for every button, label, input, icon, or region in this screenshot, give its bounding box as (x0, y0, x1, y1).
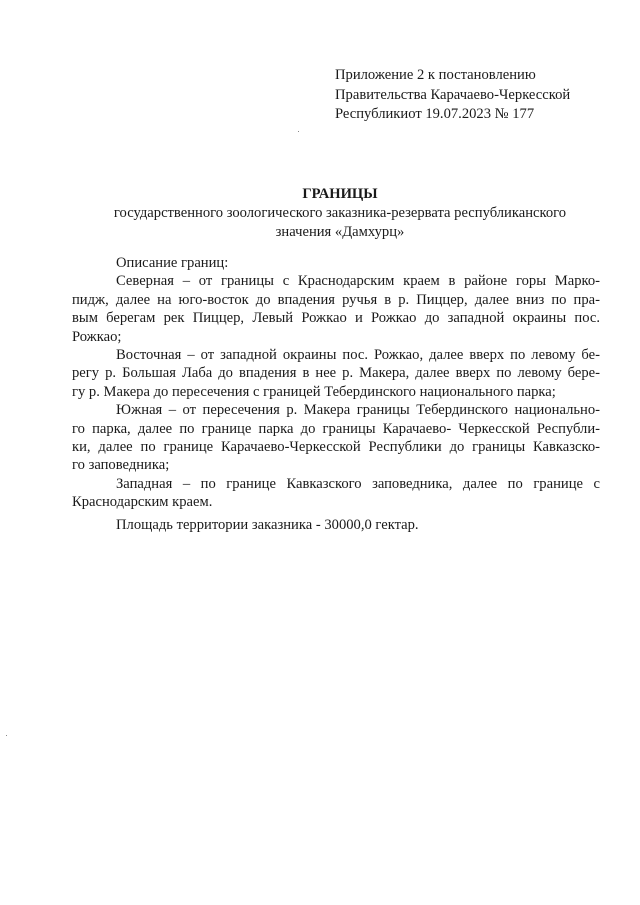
paragraph-south (72, 401, 600, 475)
paragraph-line: ки, далее по границе Карачаево-Черкесской Республики до границы Кавказско- (72, 439, 600, 456)
paragraph-line: Северная – от границы с Краснодарским краем в районе горы Марко- (116, 273, 600, 290)
document-title: ГРАНИЦЫ (302, 186, 378, 202)
paragraph-line: го заповедника; (72, 457, 170, 474)
paragraph-line: Краснодарским краем. (72, 494, 213, 511)
scan-speck (6, 735, 7, 736)
paragraph-line: Южная – от пересечения р. Макера границы Тебердинского национально- (116, 402, 600, 419)
paragraph-east (72, 346, 600, 401)
paragraph-west (72, 475, 600, 512)
document-subtitle (60, 204, 620, 241)
scan-speck (298, 131, 299, 132)
paragraph-line: Восточная – от западной окраины пос. Рожкао, далее вверх по левому бе- (116, 347, 600, 364)
appendix-note (335, 66, 625, 125)
subtitle-line-2: значения «Дамхурц» (275, 223, 405, 240)
appendix-line-1: Приложение 2 к постановлению (335, 67, 536, 83)
appendix-line-3: Республикиот 19.07.2023 № 177 (335, 106, 535, 122)
description-heading: Описание границ: (116, 255, 229, 271)
paragraph-line: пидж, далее на юго-восток до впадения ручья в р. Пиццер, далее вниз по пра- (72, 291, 600, 308)
paragraph-line: Рожкао; (72, 328, 122, 345)
paragraph-line: гу р. Макера до пересечения с границей Тебердинского национального парка; (72, 383, 556, 400)
boundary-description (72, 254, 600, 512)
subtitle-line-1: государственного зоологического заказника-резервата республиканского (113, 205, 567, 221)
territory-area: Площадь территории заказника - 30000,0 гектар. (116, 517, 419, 533)
appendix-line-2: Правительства Карачаево-Черкесской (335, 86, 571, 103)
paragraph-north (72, 272, 600, 346)
paragraph-line: вым берегам рек Пиццер, Левый Рожкао и Рожкао до западной окраины пос. (72, 310, 600, 327)
paragraph-line: го парка, далее по границе парка до границы Карачаево- Черкесской Республи- (72, 420, 600, 437)
paragraph-line: регу р. Большая Лаба до впадения в нее р. Макера, далее вверх по левому бере- (72, 365, 600, 382)
paragraph-line: Западная – по границе Кавказского заповедника, далее по границе с (116, 475, 600, 492)
